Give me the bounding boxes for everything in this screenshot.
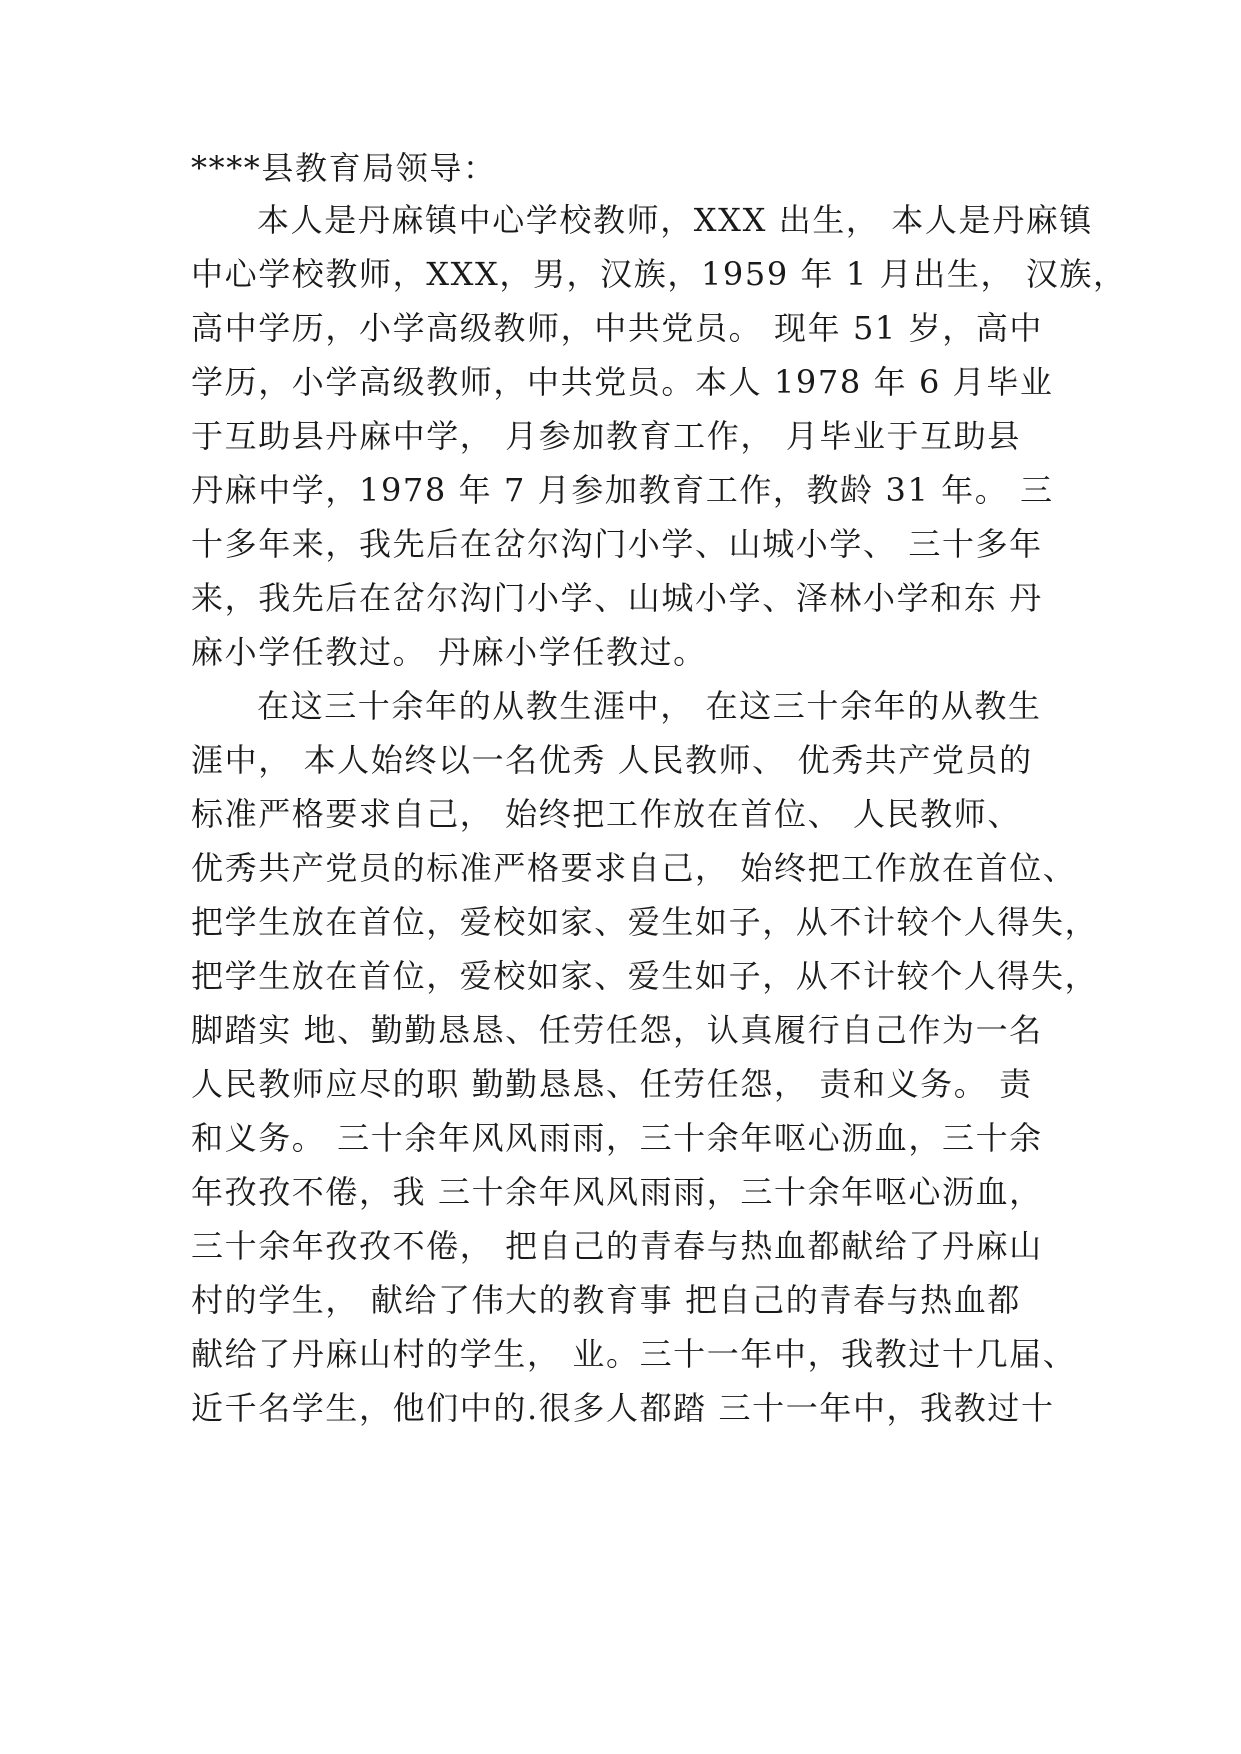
- paragraph-2-line-8: 人民教师应尽的职 勤勤恳恳、任劳任怨， 责和义务。 责: [191, 1065, 1033, 1103]
- paragraph-2-line-3: 标准严格要求自己， 始终把工作放在首位、 人民教师、: [191, 795, 1021, 833]
- salutation-line: ****县教育局领导：: [191, 149, 497, 187]
- paragraph-2-line-11: 三十余年孜孜不倦， 把自己的青春与热血都献给了丹麻山: [191, 1227, 1043, 1265]
- paragraph-2-line-7: 脚踏实 地、勤勤恳恳、任劳任怨，认真履行自己作为一名: [191, 1011, 1043, 1049]
- paragraph-2-line-4: 优秀共产党员的标准严格要求自己， 始终把工作放在首位、: [191, 849, 1077, 887]
- paragraph-1-line-2: 中心学校教师，XXX，男，汉族，1959 年 1 月出生， 汉族，: [191, 255, 1127, 293]
- paragraph-2-line-6: 把学生放在首位，爱校如家、爱生如子，从不计较个人得失，: [191, 957, 1099, 995]
- paragraph-1-line-9: 麻小学任教过。 丹麻小学任教过。: [191, 633, 707, 671]
- paragraph-1-line-3: 高中学历，小学高级教师，中共党员。 现年 51 岁，高中: [191, 309, 1044, 347]
- paragraph-2-line-13: 献给了丹麻山村的学生， 业。三十一年中，我教过十几届、: [191, 1335, 1077, 1373]
- paragraph-1-line-7: 十多年来，我先后在岔尔沟门小学、山城小学、 三十多年: [191, 525, 1043, 563]
- paragraph-1-line-6: 丹麻中学，1978 年 7 月参加教育工作，教龄 31 年。 三: [191, 471, 1054, 509]
- paragraph-1-line-8: 来，我先后在岔尔沟门小学、山城小学、泽林小学和东 丹: [191, 579, 1043, 617]
- paragraph-2-line-2: 涯中， 本人始终以一名优秀 人民教师、 优秀共产党员的: [191, 741, 1033, 779]
- paragraph-2-line-5: 把学生放在首位，爱校如家、爱生如子，从不计较个人得失，: [191, 903, 1099, 941]
- paragraph-2-line-9: 和义务。 三十余年风风雨雨，三十余年呕心沥血，三十余: [191, 1119, 1043, 1157]
- paragraph-1-line-5: 于互助县丹麻中学， 月参加教育工作， 月毕业于互助县: [191, 417, 1021, 455]
- paragraph-1-line-4: 学历，小学高级教师，中共党员。本人 1978 年 6 月毕业: [191, 363, 1054, 401]
- paragraph-2-line-10: 年孜孜不倦，我 三十余年风风雨雨，三十余年呕心沥血，: [191, 1173, 1043, 1211]
- paragraph-1-line-1: 本人是丹麻镇中心学校教师，XXX 出生， 本人是丹麻镇: [257, 201, 1093, 239]
- paragraph-2-line-12: 村的学生， 献给了伟大的教育事 把自己的青春与热血都: [191, 1281, 1021, 1319]
- paragraph-2-line-1: 在这三十余年的从教生涯中， 在这三十余年的从教生: [257, 687, 1042, 725]
- paragraph-2-line-14: 近千名学生，他们中的.很多人都踏 三十一年中，我教过十: [191, 1389, 1055, 1427]
